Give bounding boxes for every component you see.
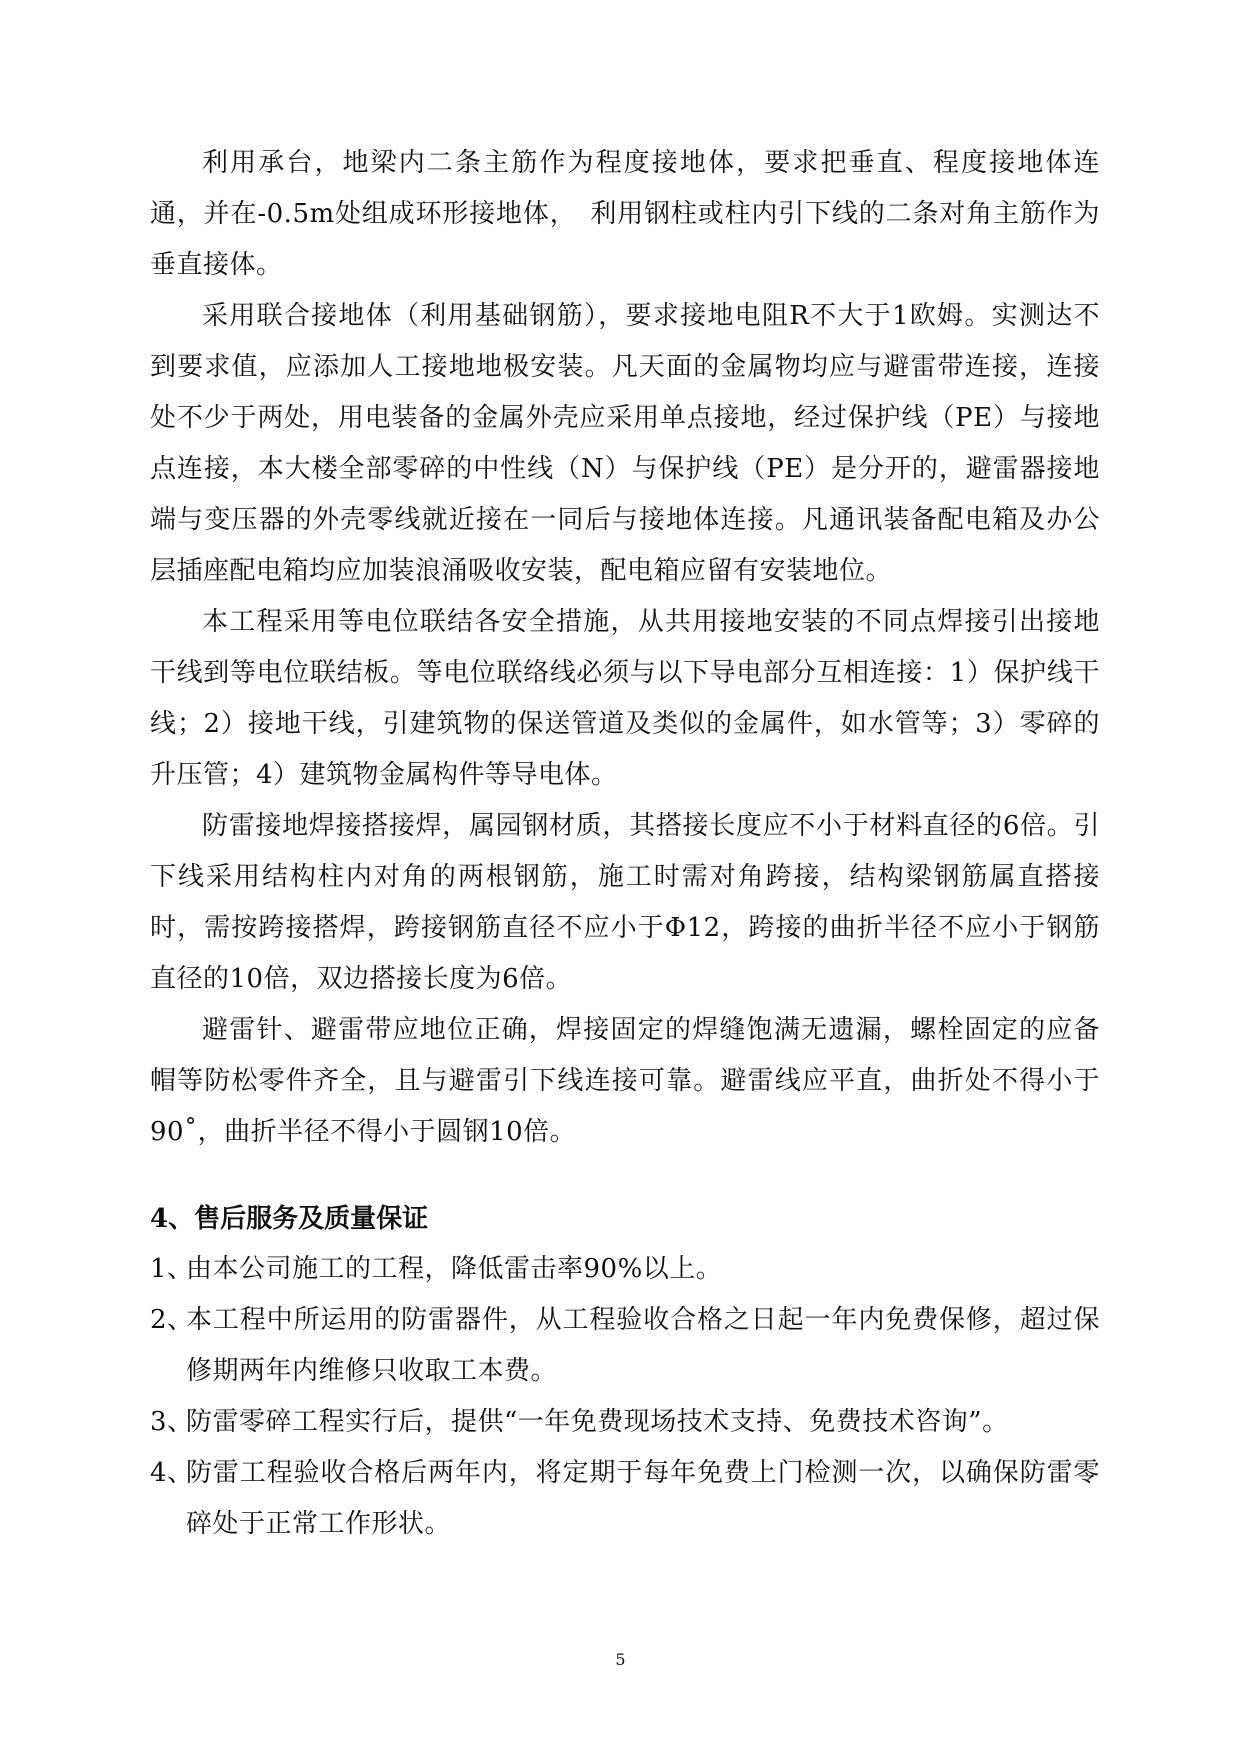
section-spacer <box>150 1158 1100 1194</box>
body-paragraph: 避雷针、避雷带应地位正确，焊接固定的焊缝饱满无遗漏，螺栓固定的应备帽等防松零件齐全，且与避雷引下线连接可靠。避雷线应平直，曲折处不得小于90˚，曲折半径不得小于圆钢10倍。 <box>150 1015 1100 1147</box>
page-content <box>150 138 1100 1550</box>
list-item-number: 1、 <box>150 1254 194 1284</box>
list-item-text: 由本公司施工的工程，降低雷击率90%以上。 <box>186 1254 723 1284</box>
body-paragraph: 采用联合接地体（利用基础钢筋），要求接地电阻R不大于1欧姆。实测达不到要求值，应添加人工接地地极安装。凡天面的金属物均应与避雷带连接，连接处不少于两处，用电装备的金属外壳应采用单点接地，经过保护线（PE）与接地点连接，本大楼全部零碎的中性线（N）与保护线（PE）是分开的，避雷器接地端与变压器的外壳零线就近接在一同后与接地体连接。凡通讯装备配电箱及办公层插座配电箱均应加装浪涌吸收安装，配电箱应留有安装地位。 <box>150 301 1100 586</box>
body-paragraph: 本工程采用等电位联结各安全措施，从共用接地安装的不同点焊接引出接地干线到等电位联结板。等电位联络线必须与以下导电部分互相连接：1）保护线干线；2）接地干线，引建筑物的保送管道及类似的金属件，如水管等；3）零碎的升压管；4）建筑物金属构件等导电体。 <box>150 607 1100 790</box>
section-heading: 4、售后服务及质量保证 <box>150 1204 429 1234</box>
body-paragraph: 利用承台，地梁内二条主筋作为程度接地体，要求把垂直、程度接地体连通，并在-0.5m处组成环形接地体， 利用钢柱或柱内引下线的二条对角主筋作为垂直接体。 <box>150 148 1100 280</box>
list-item <box>150 1397 1100 1448</box>
list-item-number: 4、 <box>150 1458 194 1488</box>
list-item <box>150 1448 1100 1550</box>
list-item-text: 防雷工程验收合格后两年内，将定期于每年免费上门检测一次，以确保防雷零碎处于正常工作形状。 <box>186 1458 1100 1539</box>
list-item-number: 2、 <box>150 1305 194 1335</box>
list-item-text: 本工程中所运用的防雷器件，从工程验收合格之日起一年内免费保修，超过保修期两年内维修只收取工本费。 <box>186 1305 1100 1386</box>
list-item <box>150 1244 1100 1295</box>
service-list <box>150 1244 1100 1550</box>
page-number: 5 <box>615 1650 626 1669</box>
list-item-number: 3、 <box>150 1407 194 1437</box>
list-item <box>150 1295 1100 1397</box>
body-paragraph: 防雷接地焊接搭接焊，属园钢材质，其搭接长度应不小于材料直径的6倍。引下线采用结构柱内对角的两根钢筋，施工时需对角跨接，结构梁钢筋属直搭接时，需按跨接搭焊，跨接钢筋直径不应小于Φ12，跨接的曲折半径不应小于钢筋直径的10倍，双边搭接长度为6倍。 <box>150 811 1100 994</box>
list-item-text: 防雷零碎工程实行后，提供“一年免费现场技术支持、免费技术咨询”。 <box>186 1407 1009 1437</box>
